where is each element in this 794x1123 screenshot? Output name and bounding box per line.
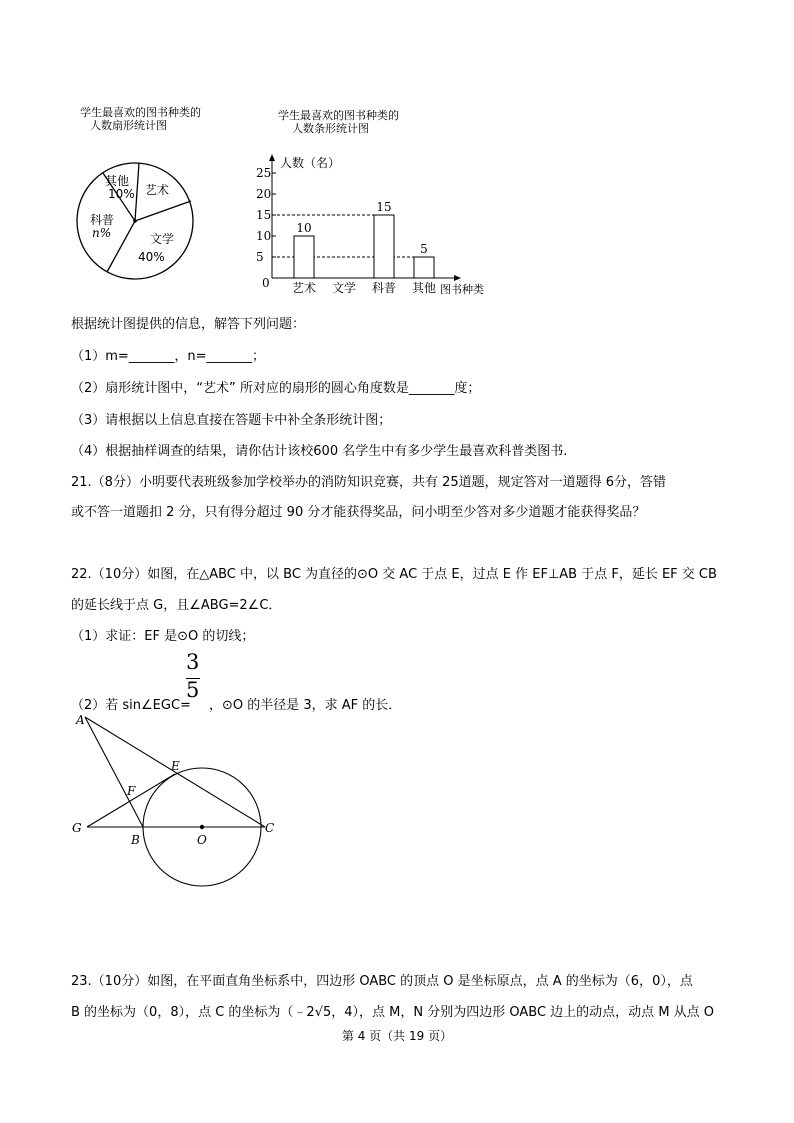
q20-intro: 根据统计图提供的信息，解答下列问题： xyxy=(71,317,306,332)
bar-value-label-3: 5 xyxy=(420,242,428,256)
q21-line1: 21.（8分）小明要代表班级参加学校举办的消防知识竞赛，共有 25道题，规定答对一道题得 6分，答错 xyxy=(71,475,667,490)
pie-slice-label-science: 科普 xyxy=(90,213,115,227)
pie-chart-title-line1: 学生最喜欢的图书种类的 xyxy=(80,106,201,119)
pie-divider-literature-science xyxy=(107,221,135,272)
y-axis-label: 人数（名） xyxy=(280,156,341,170)
fraction-numerator: 3 xyxy=(186,650,200,674)
segment-ge xyxy=(87,774,175,827)
bar-chart-title-line2: 人数条形统计图 xyxy=(292,122,369,135)
bar-chart-title-line1: 学生最喜欢的图书种类的 xyxy=(278,109,399,122)
q22-part2-prefix: （2）若 sin∠EGC= xyxy=(71,698,191,713)
category-label-2: 科普 xyxy=(371,281,397,295)
geometry-figure xyxy=(70,712,290,892)
pie-center xyxy=(133,219,137,223)
q22-part2 xyxy=(71,694,401,713)
y-tick-label-20: 20 xyxy=(256,187,272,201)
center-o xyxy=(200,825,204,829)
q20-part2: （2）扇形统计图中，“艺术” 所对应的扇形的圆心角度数是_______度； xyxy=(71,381,481,396)
q23-line2-b: ，4），点 M，N 分别为四边形 OABC 边上的动点，动点 M 从点 O xyxy=(331,1005,715,1020)
x-axis-label: 图书种类 xyxy=(440,283,484,296)
q22-line1: 22.（10分）如图，在△ABC 中，以 BC 为直径的⊙O 交 AC 于点 E，过点 E 作 EF⊥AB 于点 F，延长 EF 交 CB xyxy=(71,567,717,582)
point-label-g: G xyxy=(72,821,82,835)
bar-3 xyxy=(414,257,434,278)
pie-divider-art-literature xyxy=(135,201,191,221)
point-label-o: O xyxy=(197,833,207,847)
q22-part2-suffix: ，⊙O 的半径是 3，求 AF 的长． xyxy=(208,698,402,713)
pie-slice-percent-science: n% xyxy=(92,226,112,240)
pie-slice-label-art: 艺术 xyxy=(145,183,170,197)
q23-sqrt: √5 xyxy=(314,1005,332,1020)
bar-0 xyxy=(294,236,314,278)
point-label-f: F xyxy=(127,784,136,798)
y-tick-label-5: 5 xyxy=(256,250,264,264)
bar-value-label-0: 10 xyxy=(296,221,312,235)
category-label-3: 其他 xyxy=(411,281,437,295)
y-tick-label-25: 25 xyxy=(256,166,272,180)
q23-line1: 23.（10分）如图，在平面直角坐标系中，四边形 OABC 的顶点 O 是坐标原点，点 A 的坐标为（6，0），点 xyxy=(71,974,693,989)
y-tick-label-15: 15 xyxy=(256,208,272,222)
x-axis-arrow xyxy=(454,275,461,281)
bar-value-label-2: 15 xyxy=(376,200,392,214)
pie-divider-other-art xyxy=(135,163,139,221)
category-label-1: 文学 xyxy=(331,281,357,295)
pie-chart xyxy=(70,160,200,285)
pie-slice-label-literature: 文学 xyxy=(150,232,175,246)
q23-line2 xyxy=(71,1001,714,1020)
page-footer: 第 4 页（共 19 页） xyxy=(341,1029,453,1043)
pie-slice-percent-other: 10% xyxy=(108,187,135,201)
fraction-denominator: 5 xyxy=(186,678,200,702)
pie-chart-title-line2: 人数扇形统计图 xyxy=(90,119,167,132)
q20-part4: （4）根据抽样调查的结果，请你估计该校600 名学生中有多少学生最喜欢科普类图书. xyxy=(71,444,568,459)
y-tick-label-10: 10 xyxy=(256,229,272,243)
point-label-e: E xyxy=(171,759,180,773)
point-label-a: A xyxy=(76,713,85,727)
pie-slice-percent-literature: 40% xyxy=(138,250,165,264)
q21-line2: 或不答一道题扣 2 分，只有得分超过 90 分才能获得奖品，问小明至少答对多少道题才能获得奖品？ xyxy=(71,505,646,520)
bar-2 xyxy=(374,215,394,278)
category-label-0: 艺术 xyxy=(291,281,317,295)
q22-line2: 的延长线于点 G，且∠ABG=2∠C． xyxy=(71,598,282,613)
bar-chart xyxy=(240,150,500,298)
point-label-c: C xyxy=(265,821,275,835)
q22-part1: （1）求证：EF 是⊙O 的切线； xyxy=(71,629,255,644)
pie-slice-label-other: 其他 xyxy=(105,174,130,188)
y-tick-label-0: 0 xyxy=(262,276,270,290)
q20-part3: （3）请根据以上信息直接在答题卡中补全条形统计图； xyxy=(71,413,392,428)
y-axis-arrow xyxy=(269,154,275,161)
point-label-b: B xyxy=(131,833,140,847)
q23-line2-a: B 的坐标为（0，8），点 C 的坐标为（﹣2 xyxy=(71,1005,315,1020)
q20-part1: （1）m=_______，n=_______； xyxy=(71,349,265,364)
